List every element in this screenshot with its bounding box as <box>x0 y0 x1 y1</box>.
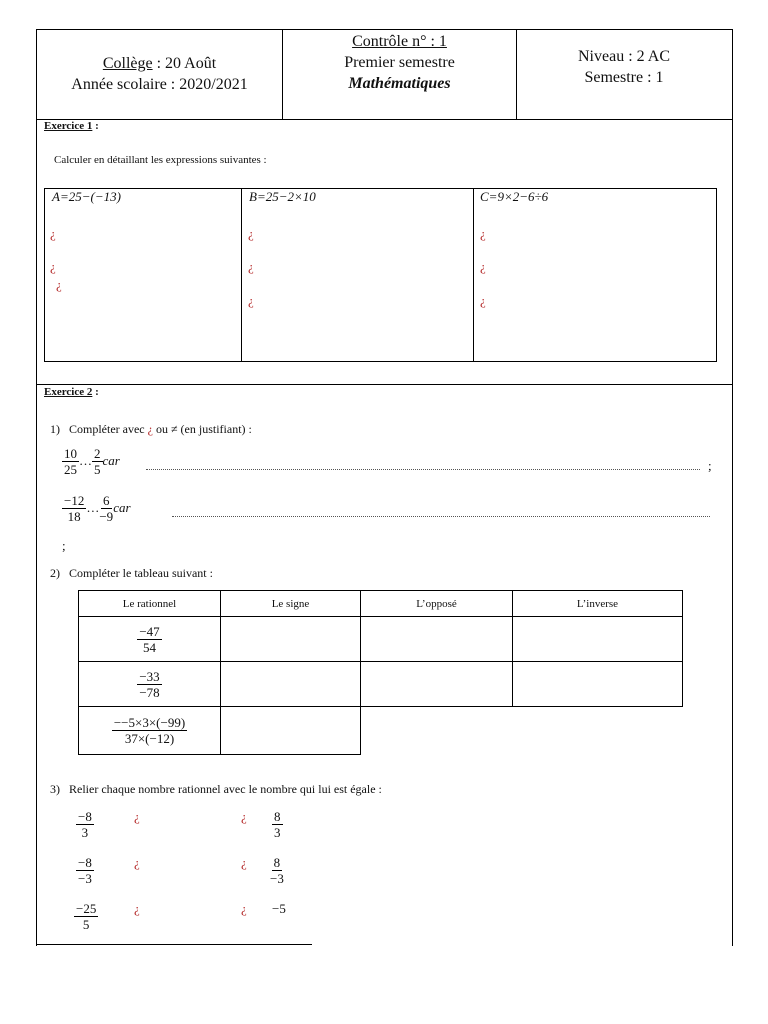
header-exam <box>283 31 516 94</box>
denominator: 5 <box>82 917 90 932</box>
semicolon-2: ; <box>62 538 66 553</box>
q1-text-before: Compléter avec <box>69 422 148 436</box>
numerator: −8 <box>78 855 92 870</box>
semester-line: Premier semestre <box>344 54 455 71</box>
right-fraction-1 <box>272 809 283 840</box>
comparison-1 <box>62 446 120 477</box>
sign-cell[interactable] <box>221 662 361 707</box>
rational-cell <box>79 707 221 755</box>
table-row <box>79 617 683 662</box>
link-dot-right-1[interactable]: ¿ <box>241 809 247 824</box>
rational-table <box>78 590 683 755</box>
q3-text: Relier chaque nombre rationnel avec le nombre qui lui est égale : <box>69 782 382 796</box>
page-frame <box>36 29 733 946</box>
exercise-2-label: Exercice 2 <box>44 386 93 398</box>
grid-divider-2 <box>473 188 474 362</box>
left-fraction-1 <box>76 809 94 840</box>
q1-text-after: ou ≠ (en justifiant) : <box>152 422 252 436</box>
inverse-cell[interactable] <box>513 617 683 662</box>
header-sign: Le signe <box>221 591 361 617</box>
car-label: car <box>102 453 120 469</box>
college-value: : 20 Août <box>152 55 217 72</box>
numerator: −25 <box>76 901 97 916</box>
question-3 <box>50 782 382 797</box>
denominator: −9 <box>99 509 114 524</box>
link-dot-left-2[interactable]: ¿ <box>134 855 140 870</box>
table-row <box>79 707 683 755</box>
level: Niveau : 2 AC <box>578 48 670 65</box>
exercise-separator <box>36 384 732 385</box>
numerator: 2 <box>94 446 101 461</box>
link-dot-left-1[interactable]: ¿ <box>134 809 140 824</box>
link-dot-right-3[interactable]: ¿ <box>241 901 247 916</box>
rational-cell <box>79 617 221 662</box>
q2-text: Compléter le tableau suivant : <box>69 566 213 580</box>
college-label: Collège <box>102 55 153 72</box>
fraction-2-5 <box>92 446 103 477</box>
header-college <box>37 53 282 95</box>
denominator: 25 <box>64 462 77 477</box>
q3-number: 3) <box>50 782 60 796</box>
denominator: 3 <box>274 825 281 840</box>
empty-cell <box>513 707 683 755</box>
fraction-neg33-neg78 <box>137 669 161 700</box>
left-fraction-3 <box>74 901 98 932</box>
expression-b: B=25−2×10 <box>249 189 316 204</box>
numerator: −−5×3×(−99) <box>113 715 186 730</box>
exercise-1-colon: : <box>92 120 99 132</box>
numerator: 6 <box>103 493 110 508</box>
ellipsis: … <box>79 453 92 469</box>
fraction-neg47-54 <box>137 624 161 655</box>
semicolon-1: ; <box>708 458 712 473</box>
school-year: Année scolaire : 2020/2021 <box>71 76 248 93</box>
q2-number: 2) <box>50 566 60 580</box>
exercise-1-title <box>44 120 99 132</box>
answer-mark-a1: ¿ <box>50 226 56 241</box>
expression-a: A=25−(−13) <box>52 189 121 204</box>
empty-cell <box>361 707 513 755</box>
car-label: car <box>113 500 131 516</box>
opposite-cell[interactable] <box>361 662 513 707</box>
grid-divider-1 <box>241 188 242 362</box>
denominator: 18 <box>67 509 81 524</box>
answer-mark-c3: ¿ <box>480 293 486 308</box>
frame-bottom-line <box>36 944 312 945</box>
exam-title: Contrôle n° : 1 <box>352 33 447 50</box>
numerator: 8 <box>274 809 281 824</box>
left-fraction-2 <box>76 855 94 886</box>
q1-number: 1) <box>50 422 60 436</box>
exercise-1-label: Exercice 1 <box>44 120 93 132</box>
exercise-1-answer-grid <box>44 188 717 362</box>
subject: Mathématiques <box>348 75 451 92</box>
answer-mark-b2: ¿ <box>248 259 254 274</box>
numerator: −8 <box>78 809 92 824</box>
fraction-10-25 <box>62 446 79 477</box>
answer-mark-a2: ¿ <box>50 259 56 274</box>
ellipsis: … <box>86 500 100 516</box>
header-level <box>517 46 731 88</box>
q1-equal-mark: ¿ <box>147 422 153 436</box>
right-value-3: −5 <box>272 901 286 916</box>
right-fraction-2 <box>270 855 284 886</box>
fraction-product <box>112 715 187 746</box>
denominator: −78 <box>139 684 160 700</box>
exercise-1-instruction: Calculer en détaillant les expressions suivantes : <box>54 154 267 166</box>
header-rational: Le rationnel <box>79 591 221 617</box>
link-dot-left-3[interactable]: ¿ <box>134 901 140 916</box>
exercise-2-colon: : <box>92 386 99 398</box>
denominator: −3 <box>270 871 284 886</box>
numerator: −47 <box>139 623 160 639</box>
answer-line-2 <box>172 516 710 518</box>
numerator: 10 <box>64 446 77 461</box>
answer-line-1 <box>146 469 700 471</box>
fraction-6-neg9 <box>99 493 113 524</box>
opposite-cell[interactable] <box>361 617 513 662</box>
link-dot-right-2[interactable]: ¿ <box>241 855 247 870</box>
fraction-neg12-18 <box>62 493 86 524</box>
answer-mark-b3: ¿ <box>248 293 254 308</box>
answer-mark-a3: ¿ <box>56 277 62 292</box>
comparison-2 <box>62 493 131 524</box>
sign-cell[interactable] <box>221 617 361 662</box>
sign-cell[interactable] <box>221 707 361 755</box>
question-1 <box>50 422 252 437</box>
question-2 <box>50 566 213 581</box>
denominator: 54 <box>143 639 156 655</box>
numerator: −12 <box>64 493 85 508</box>
answer-mark-b1: ¿ <box>248 226 254 241</box>
expression-c: C=9×2−6÷6 <box>480 189 549 204</box>
answer-mark-c1: ¿ <box>480 226 486 241</box>
denominator: 3 <box>81 825 89 840</box>
rational-cell <box>79 662 221 707</box>
numerator: −33 <box>139 668 160 684</box>
header-opposite: L’opposé <box>361 591 513 617</box>
denominator: 37×(−12) <box>124 731 175 746</box>
table-row <box>79 662 683 707</box>
header-bottom-border <box>36 119 732 120</box>
numerator: 8 <box>273 855 281 870</box>
table-header-row <box>79 591 683 617</box>
exercise-2-title <box>44 386 99 398</box>
semester: Semestre : 1 <box>584 69 664 86</box>
denominator: −3 <box>78 871 92 886</box>
answer-mark-c2: ¿ <box>480 259 486 274</box>
denominator: 5 <box>94 462 101 477</box>
inverse-cell[interactable] <box>513 662 683 707</box>
header-inverse: L’inverse <box>513 591 683 617</box>
